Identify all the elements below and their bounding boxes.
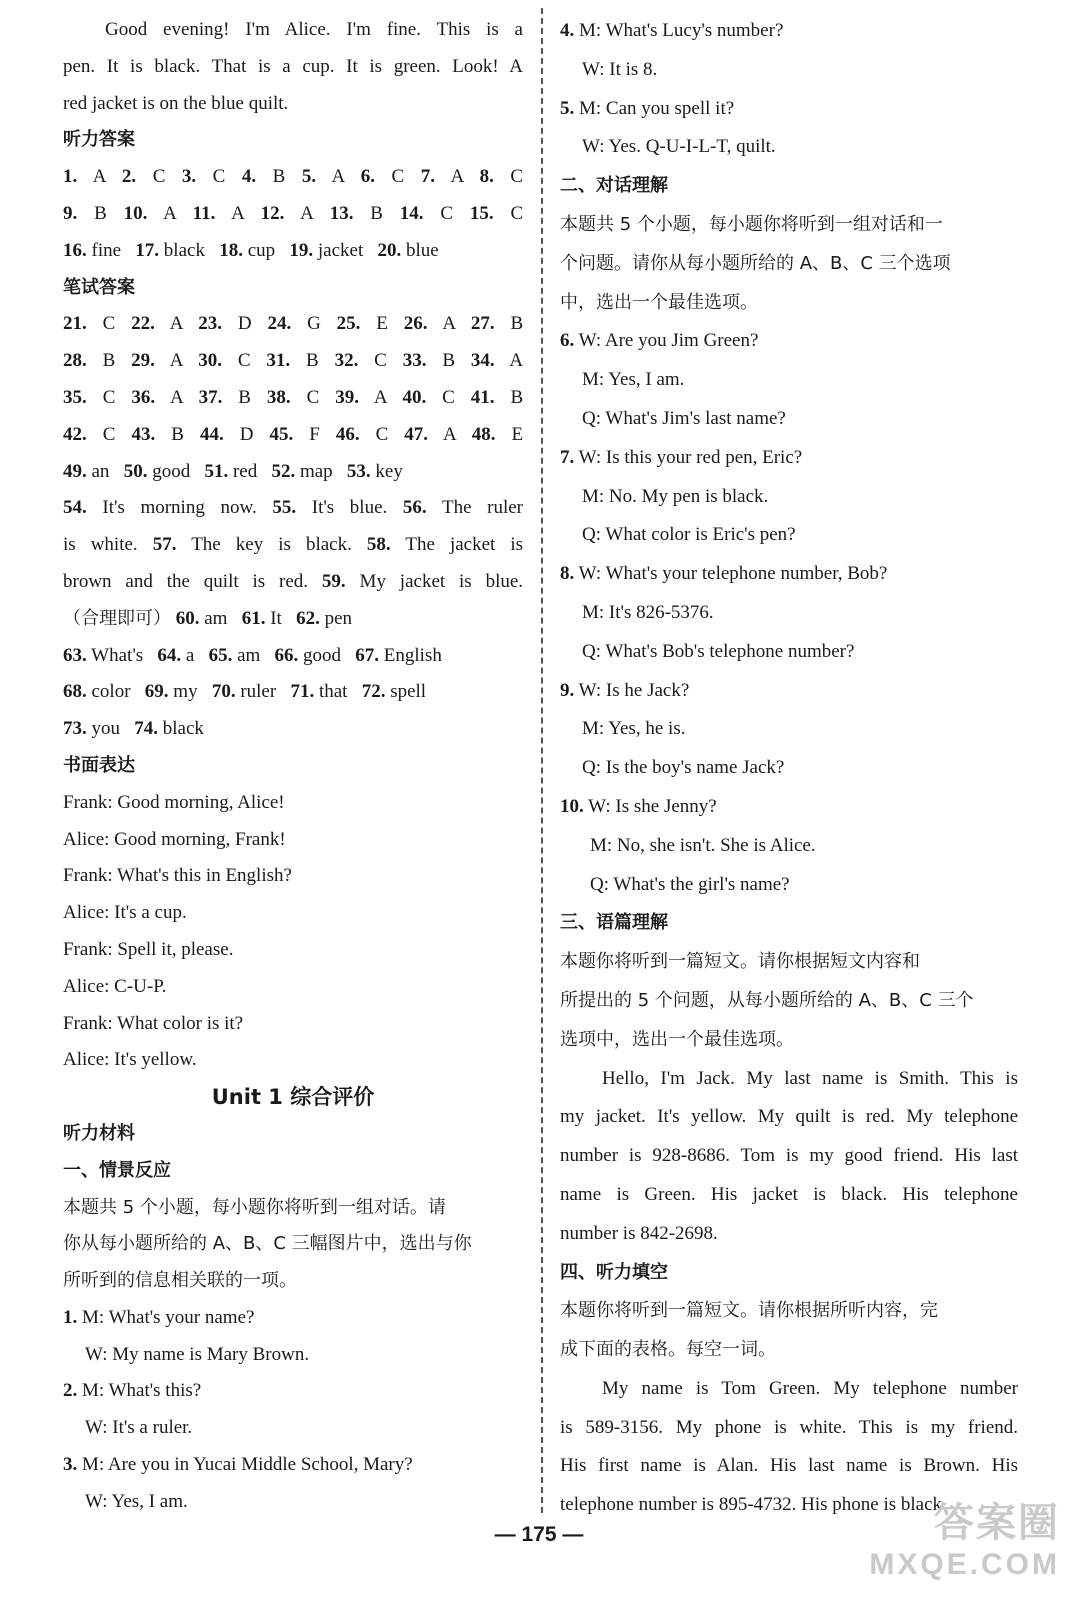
dialog-line: 1. M: What's your name? [63,1306,255,1328]
dialog-line: M: It's 826-5376. [582,601,714,623]
instruction-line: 成下面的表格。每空一词。 [560,1339,776,1361]
answer-item: 6. C [360,166,405,188]
answer-item: 27. B [470,313,523,335]
unit-title: Unit 1 综合评价 [211,1085,375,1110]
answer-item: 9. B [63,202,107,224]
answer-item: 5. A [301,166,345,188]
answer-item: 43. B [131,423,184,445]
answer-item: 22. A [131,313,183,335]
answer-item: 17. black [135,239,205,261]
dialog-line: 2. M: What's this? [63,1380,202,1402]
dialog-question: Q: What color is Eric's pen? [582,524,796,546]
answer-item: 23. D [198,313,252,335]
answer-item: 69. my [144,681,198,703]
answer-item: 29. A [131,350,183,372]
dialog-line: W: Yes. Q-U-I-L-T, quilt. [582,136,776,158]
answer-row [63,711,523,748]
writing-heading: 书面表达 [63,754,135,776]
answer-row [63,380,523,417]
answer-item: 3. C [181,166,226,188]
answer-item: 71. that [290,681,348,703]
answer-item: 36. A [131,386,183,408]
dialog-line: W: It is 8. [582,58,658,80]
answer-row [63,343,523,380]
dialog-line: 4. M: What's Lucy's number? [560,20,784,41]
writing-line: Frank: Good morning, Alice! [63,791,285,813]
writing-line: Alice: It's yellow. [63,1049,197,1071]
sentence-answers-line: （合理即可） 60. am 61. It 62. pen [63,607,353,629]
answer-item: 34. A [470,350,523,372]
instruction-line: 本题你将听到一篇短文。请你根据短文内容和 [560,951,920,973]
dialog-line: 5. M: Can you spell it? [560,97,735,119]
answer-item: 67. English [355,644,442,666]
written-answers-heading: 笔试答案 [63,276,135,298]
dialog-question: Q: What's Bob's telephone number? [582,640,855,662]
answer-item: 46. C [335,423,389,445]
answer-item: 68. color [63,681,131,703]
answer-item: 35. C [63,386,116,408]
answer-item: 66. good [274,644,342,666]
answer-item: 47. A [404,423,456,445]
answer-item: 1. A [63,166,106,188]
sentence-answers-line: 54. It's morning now. 55. It's blue. 56. The ruler [63,497,523,519]
writing-line: Alice: Good morning, Frank! [63,828,286,850]
answer-row [63,306,523,343]
answer-item: 18. cup [219,239,276,261]
dialog-line: W: My name is Mary Brown. [85,1343,310,1365]
answer-item: 64. a [157,644,195,666]
instruction-line: 本题你将听到一篇短文。请你根据所听内容，完 [560,1300,938,1322]
answer-item: 21. C [63,313,116,335]
answer-item: 51. red [204,460,258,482]
answer-item: 74. black [134,718,204,740]
answer-item: 72. spell [361,681,427,703]
answer-item: 39. A [335,386,387,408]
dialog-question: Q: What's the girl's name? [590,873,790,895]
dialog-line: 6. W: Are you Jim Green? [560,330,759,352]
written-answers [63,306,523,490]
passage-line: My name is Tom Green. My telephone number [602,1377,1018,1399]
answer-item: 13. B [329,202,383,224]
passage-line: His first name is Alan. His last name is Brown. His [560,1455,1018,1477]
dialog-line: M: No. My pen is black. [582,485,769,507]
answer-item: 49. an [63,460,110,482]
instruction-line: 你从每小题所给的 A、B、C 三幅图片中，选出与你 [63,1233,472,1255]
answer-item: 30. C [198,350,251,372]
passage-line: is 589-3156. My phone is white. This is my friend. [560,1416,1018,1438]
dialog-question: Q: Is the boy's name Jack? [582,757,785,779]
answer-item: 52. map [271,460,333,482]
section-heading: 一、情景反应 [63,1159,171,1181]
answer-row [63,196,523,233]
answer-item: 4. B [241,166,286,188]
answer-item: 15. C [469,202,523,224]
dialog-line: W: Yes, I am. [85,1490,188,1512]
answer-item: 8. C [479,166,523,188]
intro-line: pen. It is black. That is a cup. It is green. Look! A [63,55,523,77]
passage-line: Hello, I'm Jack. My last name is Smith. This is [602,1067,1018,1089]
listening-answers-heading: 听力答案 [63,129,135,151]
answer-item: 70. ruler [211,681,277,703]
instruction-line: 所听到的信息相关联的一项。 [63,1270,297,1292]
answer-item: 44. D [199,423,254,445]
answer-item: 45. F [269,423,320,445]
answer-row [63,674,523,711]
answer-row [63,417,523,454]
passage-line: number is 928-8686. Tom is my good friend. His last [560,1145,1018,1167]
answer-item: 20. blue [377,239,439,261]
listening-answers [63,159,523,269]
passage-line: telephone number is 895-4732. His phone is black. [560,1494,947,1516]
section-heading: 四、听力填空 [560,1261,668,1283]
sentence-answers-line: is white. 57. The key is black. 58. The jacket is [63,534,523,556]
intro-line: red jacket is on the blue quilt. [63,92,289,114]
answer-item: 40. C [402,386,455,408]
intro-line: Good evening! I'm Alice. I'm fine. This is a [105,19,523,40]
answer-item: 42. C [63,423,116,445]
answer-row [63,454,523,491]
answer-item: 7. A [420,166,464,188]
fill-answers [63,638,523,748]
column-divider [541,8,543,1513]
answer-item: 73. you [63,718,120,740]
answer-item: 32. C [334,350,387,372]
writing-line: Frank: What color is it? [63,1012,244,1034]
dialog-line: M: No, she isn't. She is Alice. [590,834,816,856]
writing-line: Alice: It's a cup. [63,902,187,924]
dialog-line: M: Yes, I am. [582,369,685,391]
answer-item: 31. B [266,350,319,372]
dialog-line: 7. W: Is this your red pen, Eric? [560,446,803,468]
dialog-line: 8. W: What's your telephone number, Bob? [560,563,888,585]
answer-item: 16. fine [63,239,122,261]
sentence-answers-line: brown and the quilt is red. 59. My jacket is blue. [63,570,523,592]
right-column [560,12,1018,1525]
answer-item: 14. C [399,202,454,224]
dialog-line: 10. W: Is she Jenny? [560,795,717,817]
instruction-line: 所提出的 5 个问题，从每小题所给的 A、B、C 三个 [560,989,974,1011]
answer-item: 48. E [471,423,523,445]
section-heading: 三、语篇理解 [560,912,668,934]
dialog-question: Q: What's Jim's last name? [582,407,786,429]
instruction-line: 个问题。请你从每小题所给的 A、B、C 三个选项 [560,252,951,274]
answer-item: 28. B [63,350,116,372]
answer-item: 33. B [402,350,456,372]
writing-line: Frank: Spell it, please. [63,938,234,960]
answer-item: 19. jacket [289,239,364,261]
dialog-line: 9. W: Is he Jack? [560,679,690,701]
instruction-line: 选项中，选出一个最佳选项。 [560,1028,794,1050]
answer-item: 25. E [336,313,388,335]
answer-row [63,159,523,196]
answer-row [63,233,523,270]
answer-item: 65. am [208,644,261,666]
watermark-logo: 答案圈 MXQE.COM [869,1501,1060,1581]
answer-item: 10. A [123,202,176,224]
answer-row [63,638,523,675]
instruction-line: 本题共 5 个小题，每小题你将听到一组对话和一 [560,213,943,235]
dialog-line: W: It's a ruler. [85,1417,193,1439]
answer-item: 12. A [260,202,313,224]
answer-item: 11. A [192,202,244,224]
passage-line: number is 842-2698. [560,1222,718,1244]
left-column [63,12,523,1521]
material-heading: 听力材料 [63,1122,135,1144]
answer-item: 26. A [403,313,455,335]
answer-item: 24. G [267,313,321,335]
answer-item: 50. good [123,460,191,482]
page-number: — 175 — [494,1523,584,1546]
instruction-line: 中，选出一个最佳选项。 [560,291,758,313]
passage-line: name is Green. His jacket is black. His telephone [560,1183,1018,1205]
writing-line: Alice: C-U-P. [63,975,167,997]
answer-item: 37. B [198,386,251,408]
dialog-line: 3. M: Are you in Yucai Middle School, Mary? [63,1454,413,1476]
section-heading: 二、对话理解 [560,175,668,197]
passage-line: my jacket. It's yellow. My quilt is red. My telephone [560,1106,1018,1128]
instruction-line: 本题共 5 个小题，每小题你将听到一组对话。请 [63,1196,446,1218]
note-reasonable: （合理即可） [63,607,171,629]
answer-item: 2. C [121,166,166,188]
answer-item: 53. key [346,460,403,482]
dialog-line: M: Yes, he is. [582,718,686,740]
writing-line: Frank: What's this in English? [63,865,292,887]
answer-item: 63. What's [63,644,144,666]
answer-item: 38. C [266,386,320,408]
answer-item: 41. B [470,386,523,408]
